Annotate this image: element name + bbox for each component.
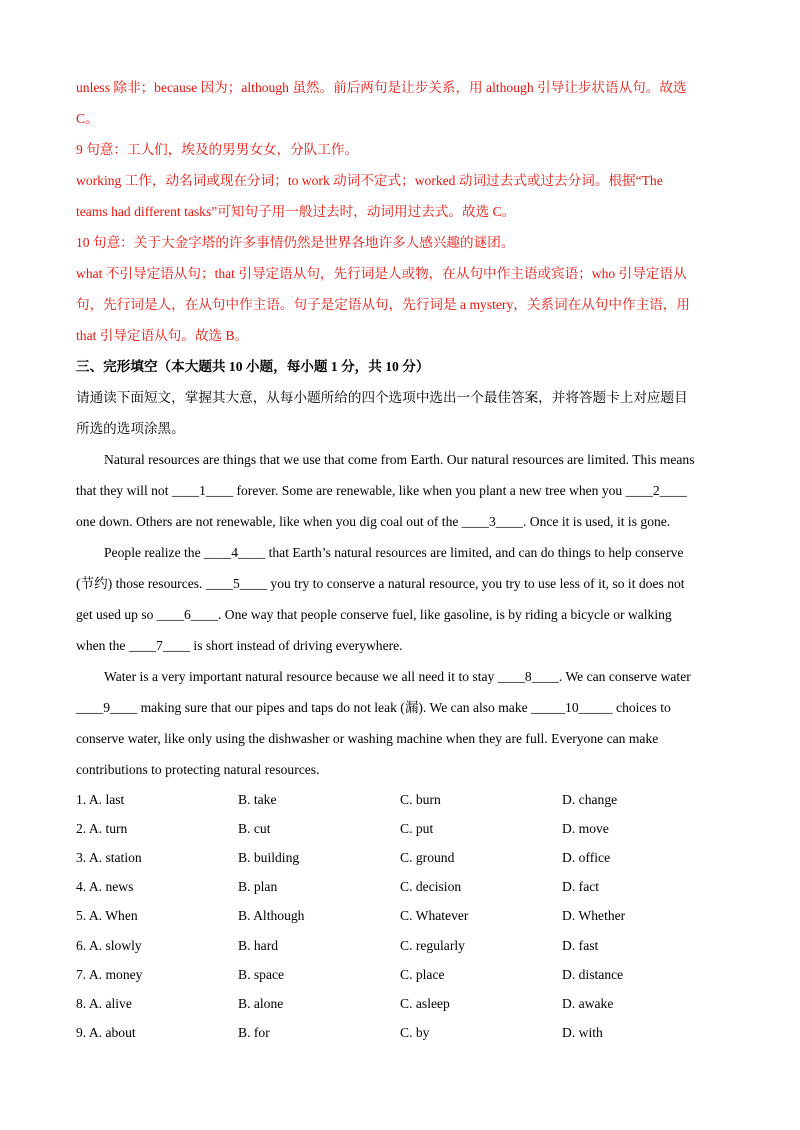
passage-line: Water is a very important natural resource because we all need it to stay ____8____. We can conserve water — [104, 669, 691, 684]
option-a[interactable]: 1. A. last — [76, 791, 125, 807]
option-a[interactable]: 2. A. turn — [76, 820, 128, 836]
section-instructions: 所选的选项涂黑。 — [76, 421, 185, 436]
option-d[interactable]: D. move — [562, 820, 609, 836]
passage-line: contributions to protecting natural resources. — [76, 762, 320, 777]
option-a[interactable]: 3. A. station — [76, 849, 142, 865]
option-b[interactable]: B. hard — [238, 937, 279, 953]
option-a[interactable]: 4. A. news — [76, 879, 134, 895]
option-c[interactable]: C. asleep — [400, 995, 450, 1011]
option-c[interactable]: C. Whatever — [400, 908, 469, 924]
question-options-row — [76, 814, 724, 843]
question-options-row — [76, 902, 724, 931]
question-options-row — [76, 1019, 724, 1048]
section-heading: 三、完形填空（本大题共 10 小题，每小题 1 分，共 10 分） — [76, 359, 430, 374]
option-b[interactable]: B. building — [238, 849, 300, 865]
question-options-row — [76, 960, 724, 989]
explanation-line: 9 句意：工人们，埃及的男男女女，分队工作。 — [76, 142, 359, 157]
option-d[interactable]: D. change — [562, 791, 618, 807]
passage-line: ____9____ making sure that our pipes and taps do not leak (漏). We can also make _____10_____ choices to — [76, 700, 671, 715]
option-a[interactable]: 9. A. about — [76, 1025, 136, 1041]
explanation-line: working 工作，动名词或现在分词；to work 动词不定式；worked 动词过去式或过去分词。根据“The — [76, 173, 663, 188]
explanation-line: unless 除非；because 因为；although 虽然。前后两句是让步关系，用 although 引导让步状语从句。故选 — [76, 80, 687, 95]
option-b[interactable]: B. alone — [238, 995, 284, 1011]
option-b[interactable]: B. take — [238, 791, 277, 807]
explanation-line: that 引导定语从句。故选 B。 — [76, 328, 249, 343]
exam-page — [76, 72, 724, 1048]
question-options-row — [76, 989, 724, 1018]
cloze-passage — [76, 444, 724, 785]
passage-line: get used up so ____6____. One way that people conserve fuel, like gasoline, is by riding a bicycle or walking — [76, 607, 672, 622]
option-b[interactable]: B. cut — [238, 820, 271, 836]
explanation-line: what 不引导定语从句；that 引导定语从句，先行词是人或物，在从句中作主语或宾语；who 引导定语从 — [76, 266, 687, 281]
explanation-line: 10 句意：关于大金字塔的许多事情仍然是世界各地许多人感兴趣的谜团。 — [76, 235, 515, 250]
option-b[interactable]: B. space — [238, 966, 285, 982]
explanation-line: 句，先行词是人，在从句中作主语。句子是定语从句，先行词是 a mystery，关系词在从句中作主语，用 — [76, 297, 690, 312]
passage-line: (节约) those resources. ____5____ you try to conserve a natural resource, you try to use less of it, so it does not — [76, 576, 685, 591]
section-instructions: 请通读下面短文，掌握其大意，从每小题所给的四个选项中选出一个最佳答案，并将答题卡上对应题目 — [76, 390, 688, 405]
option-d[interactable]: D. office — [562, 849, 611, 865]
option-d[interactable]: D. Whether — [562, 908, 626, 924]
option-a[interactable]: 8. A. alive — [76, 995, 132, 1011]
passage-line: when the ____7____ is short instead of driving everywhere. — [76, 638, 403, 653]
option-a[interactable]: 6. A. slowly — [76, 937, 142, 953]
option-a[interactable]: 5. A. When — [76, 908, 138, 924]
options-table — [76, 785, 724, 1048]
option-b[interactable]: B. Although — [238, 908, 305, 924]
question-options-row — [76, 931, 724, 960]
option-a[interactable]: 7. A. money — [76, 966, 143, 982]
explanation-line: teams had different tasks”可知句子用一般过去时，动词用过去式。故选 C。 — [76, 204, 516, 219]
option-b[interactable]: B. plan — [238, 879, 278, 895]
option-c[interactable]: C. by — [400, 1025, 430, 1041]
option-c[interactable]: C. ground — [400, 849, 455, 865]
passage-line: conserve water, like only using the dishwasher or washing machine when they are full. Everyone can make — [76, 731, 659, 746]
passage-line: Natural resources are things that we use that come from Earth. Our natural resources are limited. This means — [104, 452, 695, 467]
option-d[interactable]: D. fast — [562, 937, 599, 953]
option-c[interactable]: C. place — [400, 966, 445, 982]
passage-line: People realize the ____4____ that Earth’s natural resources are limited, and can do things to help conserve — [104, 545, 684, 560]
answer-explanation — [76, 72, 724, 351]
explanation-line: C。 — [76, 111, 99, 126]
option-d[interactable]: D. distance — [562, 966, 624, 982]
passage-line: one down. Others are not renewable, like when you dig coal out of the ____3____. Once it is used, it is gone. — [76, 514, 671, 529]
option-b[interactable]: B. for — [238, 1025, 270, 1041]
option-c[interactable]: C. burn — [400, 791, 441, 807]
option-c[interactable]: C. put — [400, 820, 434, 836]
option-d[interactable]: D. awake — [562, 995, 614, 1011]
option-c[interactable]: C. decision — [400, 879, 462, 895]
question-options-row — [76, 843, 724, 872]
question-options-row — [76, 873, 724, 902]
option-d[interactable]: D. with — [562, 1025, 603, 1041]
option-d[interactable]: D. fact — [562, 879, 600, 895]
option-c[interactable]: C. regularly — [400, 937, 465, 953]
passage-line: that they will not ____1____ forever. Some are renewable, like when you plant a new tree when you ____2____ — [76, 483, 687, 498]
cloze-section — [76, 351, 724, 444]
question-options-row — [76, 785, 724, 814]
